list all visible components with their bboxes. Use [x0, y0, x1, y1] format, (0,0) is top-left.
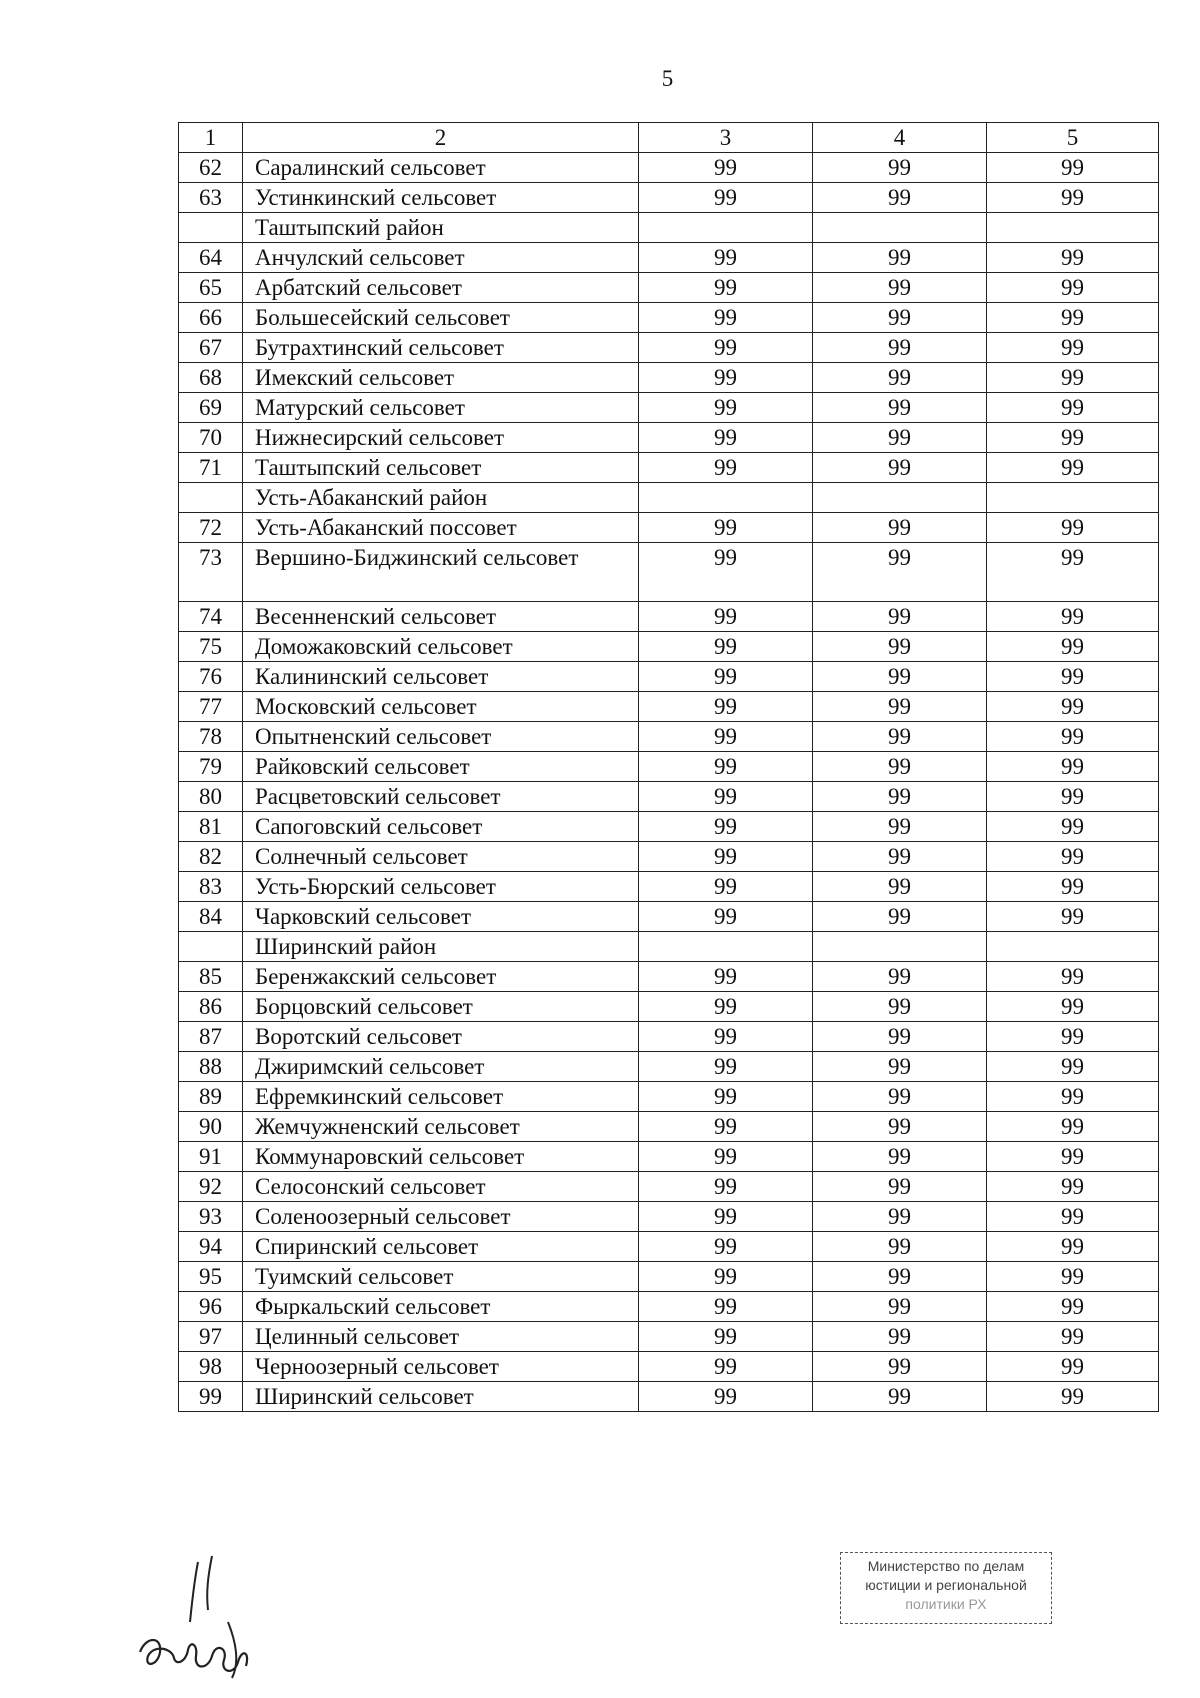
value-cell-4: 99	[813, 962, 987, 992]
row-number-cell: 66	[179, 303, 243, 333]
table-row	[179, 513, 1159, 543]
value-cell-3: 99	[639, 872, 813, 902]
settlement-name-cell: Туимский сельсовет	[243, 1262, 639, 1292]
row-number-cell: 77	[179, 692, 243, 722]
value-cell-4: 99	[813, 692, 987, 722]
value-cell-3: 99	[639, 1292, 813, 1322]
value-cell-4: 99	[813, 1232, 987, 1262]
value-cell-5: 99	[987, 752, 1159, 782]
row-number-cell: 75	[179, 632, 243, 662]
row-number-cell: 62	[179, 153, 243, 183]
settlements-table	[178, 122, 1159, 1412]
settlement-name-cell: Арбатский сельсовет	[243, 273, 639, 303]
row-number-cell: 71	[179, 453, 243, 483]
settlement-name-cell: Ефремкинский сельсовет	[243, 1082, 639, 1112]
settlement-name-cell: Доможаковский сельсовет	[243, 632, 639, 662]
value-cell-4: 99	[813, 1262, 987, 1292]
row-number-cell: 76	[179, 662, 243, 692]
table-row	[179, 1262, 1159, 1292]
value-cell-5: 99	[987, 782, 1159, 812]
value-cell-5: 99	[987, 243, 1159, 273]
value-cell-3: 99	[639, 303, 813, 333]
table-row	[179, 812, 1159, 842]
row-number-cell: 94	[179, 1232, 243, 1262]
value-cell-4: 99	[813, 1292, 987, 1322]
settlement-name-cell: Опытненский сельсовет	[243, 722, 639, 752]
district-row	[179, 483, 1159, 513]
value-cell-5: 99	[987, 363, 1159, 393]
value-cell-5: 99	[987, 722, 1159, 752]
value-cell-5: 99	[987, 543, 1159, 602]
table-row	[179, 722, 1159, 752]
row-number-cell: 70	[179, 423, 243, 453]
value-cell-4: 99	[813, 1352, 987, 1382]
value-cell-4	[813, 483, 987, 513]
value-cell-5: 99	[987, 1352, 1159, 1382]
settlement-name-cell: Воротский сельсовет	[243, 1022, 639, 1052]
row-number-cell: 78	[179, 722, 243, 752]
value-cell-3: 99	[639, 1112, 813, 1142]
row-number-cell: 64	[179, 243, 243, 273]
value-cell-4: 99	[813, 273, 987, 303]
district-name-cell: Ширинский район	[243, 932, 639, 962]
value-cell-4	[813, 213, 987, 243]
row-number-cell	[179, 932, 243, 962]
table-row	[179, 752, 1159, 782]
value-cell-3: 99	[639, 1232, 813, 1262]
value-cell-3: 99	[639, 243, 813, 273]
table-row	[179, 632, 1159, 662]
row-number-cell: 89	[179, 1082, 243, 1112]
value-cell-4: 99	[813, 812, 987, 842]
header-cell-5: 5	[987, 123, 1159, 153]
settlement-name-cell: Вершино-Биджинский сельсовет	[243, 543, 639, 602]
settlement-name-cell: Таштыпский сельсовет	[243, 453, 639, 483]
value-cell-5: 99	[987, 1202, 1159, 1232]
value-cell-4: 99	[813, 722, 987, 752]
value-cell-3: 99	[639, 1172, 813, 1202]
value-cell-4: 99	[813, 872, 987, 902]
value-cell-5: 99	[987, 1292, 1159, 1322]
settlement-name-cell: Джиримский сельсовет	[243, 1052, 639, 1082]
value-cell-4: 99	[813, 393, 987, 423]
value-cell-4: 99	[813, 543, 987, 602]
table-row	[179, 992, 1159, 1022]
value-cell-5: 99	[987, 393, 1159, 423]
settlement-name-cell: Борцовский сельсовет	[243, 992, 639, 1022]
value-cell-3: 99	[639, 602, 813, 632]
value-cell-4: 99	[813, 1202, 987, 1232]
value-cell-5: 99	[987, 513, 1159, 543]
row-number-cell: 87	[179, 1022, 243, 1052]
value-cell-3: 99	[639, 1202, 813, 1232]
value-cell-4: 99	[813, 1322, 987, 1352]
table-row	[179, 1292, 1159, 1322]
row-number-cell: 65	[179, 273, 243, 303]
table-row	[179, 333, 1159, 363]
value-cell-5: 99	[987, 692, 1159, 722]
stamp-line-2: юстиции и региональной	[865, 1577, 1027, 1593]
row-number-cell: 97	[179, 1322, 243, 1352]
value-cell-5	[987, 932, 1159, 962]
settlement-name-cell: Анчулский сельсовет	[243, 243, 639, 273]
value-cell-5: 99	[987, 602, 1159, 632]
page-number: 5	[661, 66, 674, 91]
value-cell-5: 99	[987, 1052, 1159, 1082]
settlement-name-cell: Спиринский сельсовет	[243, 1232, 639, 1262]
row-number-cell: 68	[179, 363, 243, 393]
value-cell-5: 99	[987, 273, 1159, 303]
table-row	[179, 423, 1159, 453]
value-cell-5: 99	[987, 872, 1159, 902]
row-number-cell: 95	[179, 1262, 243, 1292]
value-cell-4: 99	[813, 1142, 987, 1172]
value-cell-4: 99	[813, 363, 987, 393]
value-cell-5	[987, 483, 1159, 513]
value-cell-5: 99	[987, 1022, 1159, 1052]
settlement-name-cell: Беренжакский сельсовет	[243, 962, 639, 992]
settlement-name-cell: Жемчужненский сельсовет	[243, 1112, 639, 1142]
table-row	[179, 1202, 1159, 1232]
value-cell-4: 99	[813, 1172, 987, 1202]
value-cell-3: 99	[639, 1022, 813, 1052]
row-number-cell: 91	[179, 1142, 243, 1172]
settlement-name-cell: Усть-Абаканский поссовет	[243, 513, 639, 543]
value-cell-3: 99	[639, 842, 813, 872]
value-cell-5	[987, 213, 1159, 243]
value-cell-5: 99	[987, 1172, 1159, 1202]
table-row	[179, 243, 1159, 273]
ministry-stamp	[840, 1552, 1052, 1624]
row-number-cell: 98	[179, 1352, 243, 1382]
value-cell-3	[639, 932, 813, 962]
value-cell-4: 99	[813, 333, 987, 363]
value-cell-5: 99	[987, 453, 1159, 483]
table-header-row	[179, 123, 1159, 153]
row-number-cell: 74	[179, 602, 243, 632]
table-row	[179, 393, 1159, 423]
stamp-line-3: политики РХ	[905, 1596, 987, 1612]
row-number-cell: 93	[179, 1202, 243, 1232]
table-row	[179, 363, 1159, 393]
value-cell-3: 99	[639, 1262, 813, 1292]
settlement-name-cell: Ширинский сельсовет	[243, 1382, 639, 1412]
table-row	[179, 303, 1159, 333]
table-row	[179, 872, 1159, 902]
settlement-name-cell: Фыркальский сельсовет	[243, 1292, 639, 1322]
settlement-name-cell: Целинный сельсовет	[243, 1322, 639, 1352]
header-cell-1: 1	[179, 123, 243, 153]
table-row	[179, 273, 1159, 303]
value-cell-5: 99	[987, 183, 1159, 213]
header-cell-4: 4	[813, 123, 987, 153]
settlement-name-cell: Черноозерный сельсовет	[243, 1352, 639, 1382]
value-cell-3	[639, 483, 813, 513]
table-row	[179, 902, 1159, 932]
value-cell-4: 99	[813, 1052, 987, 1082]
table-row	[179, 1232, 1159, 1262]
table-row	[179, 1322, 1159, 1352]
value-cell-5: 99	[987, 153, 1159, 183]
value-cell-3: 99	[639, 1052, 813, 1082]
value-cell-4: 99	[813, 423, 987, 453]
table-row	[179, 962, 1159, 992]
table-row	[179, 153, 1159, 183]
value-cell-4: 99	[813, 243, 987, 273]
table-row	[179, 1382, 1159, 1412]
value-cell-5: 99	[987, 902, 1159, 932]
value-cell-4: 99	[813, 902, 987, 932]
value-cell-3: 99	[639, 423, 813, 453]
row-number-cell: 88	[179, 1052, 243, 1082]
table-row	[179, 453, 1159, 483]
value-cell-3: 99	[639, 1322, 813, 1352]
value-cell-4: 99	[813, 992, 987, 1022]
row-number-cell: 92	[179, 1172, 243, 1202]
value-cell-4: 99	[813, 1082, 987, 1112]
value-cell-5: 99	[987, 1232, 1159, 1262]
value-cell-4: 99	[813, 513, 987, 543]
table-row	[179, 183, 1159, 213]
table-row	[179, 692, 1159, 722]
value-cell-5: 99	[987, 1322, 1159, 1352]
table-body	[179, 123, 1159, 1412]
header-cell-3: 3	[639, 123, 813, 153]
value-cell-3: 99	[639, 722, 813, 752]
settlement-name-cell: Райковский сельсовет	[243, 752, 639, 782]
value-cell-3: 99	[639, 363, 813, 393]
value-cell-3: 99	[639, 902, 813, 932]
value-cell-4: 99	[813, 752, 987, 782]
value-cell-3: 99	[639, 752, 813, 782]
table-row	[179, 1112, 1159, 1142]
value-cell-5: 99	[987, 1082, 1159, 1112]
value-cell-4: 99	[813, 303, 987, 333]
row-number-cell: 83	[179, 872, 243, 902]
value-cell-4: 99	[813, 1022, 987, 1052]
value-cell-4: 99	[813, 1112, 987, 1142]
value-cell-3: 99	[639, 1352, 813, 1382]
value-cell-3: 99	[639, 662, 813, 692]
row-number-cell: 99	[179, 1382, 243, 1412]
value-cell-3: 99	[639, 333, 813, 363]
value-cell-5: 99	[987, 1382, 1159, 1412]
row-number-cell: 82	[179, 842, 243, 872]
settlement-name-cell: Имекский сельсовет	[243, 363, 639, 393]
value-cell-3: 99	[639, 273, 813, 303]
table-row	[179, 1352, 1159, 1382]
table-row	[179, 1142, 1159, 1172]
value-cell-3: 99	[639, 453, 813, 483]
row-number-cell: 67	[179, 333, 243, 363]
settlement-name-cell: Калининский сельсовет	[243, 662, 639, 692]
value-cell-4: 99	[813, 782, 987, 812]
value-cell-4: 99	[813, 453, 987, 483]
value-cell-3: 99	[639, 183, 813, 213]
value-cell-5: 99	[987, 992, 1159, 1022]
value-cell-5: 99	[987, 812, 1159, 842]
value-cell-3: 99	[639, 812, 813, 842]
row-number-cell: 63	[179, 183, 243, 213]
settlement-name-cell: Московский сельсовет	[243, 692, 639, 722]
value-cell-3: 99	[639, 543, 813, 602]
value-cell-4: 99	[813, 842, 987, 872]
settlement-name-cell: Сапоговский сельсовет	[243, 812, 639, 842]
value-cell-5: 99	[987, 423, 1159, 453]
row-number-cell: 84	[179, 902, 243, 932]
settlement-name-cell: Весенненский сельсовет	[243, 602, 639, 632]
value-cell-4: 99	[813, 602, 987, 632]
settlement-name-cell: Чарковский сельсовет	[243, 902, 639, 932]
value-cell-4: 99	[813, 183, 987, 213]
value-cell-5: 99	[987, 1262, 1159, 1292]
value-cell-3: 99	[639, 1382, 813, 1412]
row-number-cell: 80	[179, 782, 243, 812]
value-cell-5: 99	[987, 842, 1159, 872]
table-row	[179, 782, 1159, 812]
stamp-line-1: Министерство по делам	[867, 1558, 1025, 1574]
row-number-cell	[179, 213, 243, 243]
value-cell-3: 99	[639, 962, 813, 992]
settlement-name-cell: Усть-Бюрский сельсовет	[243, 872, 639, 902]
table-row	[179, 842, 1159, 872]
row-number-cell: 86	[179, 992, 243, 1022]
row-number-cell: 96	[179, 1292, 243, 1322]
value-cell-4	[813, 932, 987, 962]
value-cell-4: 99	[813, 1382, 987, 1412]
value-cell-3: 99	[639, 992, 813, 1022]
table-row	[179, 543, 1159, 602]
row-number-cell: 69	[179, 393, 243, 423]
row-number-cell: 90	[179, 1112, 243, 1142]
signature-image	[128, 1552, 268, 1682]
value-cell-3	[639, 213, 813, 243]
value-cell-5: 99	[987, 662, 1159, 692]
value-cell-3: 99	[639, 782, 813, 812]
value-cell-5: 99	[987, 632, 1159, 662]
row-number-cell: 85	[179, 962, 243, 992]
value-cell-5: 99	[987, 1142, 1159, 1172]
table-row	[179, 1172, 1159, 1202]
value-cell-4: 99	[813, 632, 987, 662]
value-cell-3: 99	[639, 513, 813, 543]
settlement-name-cell: Саралинский сельсовет	[243, 153, 639, 183]
row-number-cell	[179, 483, 243, 513]
value-cell-4: 99	[813, 153, 987, 183]
table-row	[179, 1082, 1159, 1112]
value-cell-3: 99	[639, 692, 813, 722]
table-row	[179, 662, 1159, 692]
row-number-cell: 72	[179, 513, 243, 543]
settlement-name-cell: Матурский сельсовет	[243, 393, 639, 423]
district-row	[179, 932, 1159, 962]
table-row	[179, 1022, 1159, 1052]
value-cell-3: 99	[639, 153, 813, 183]
table-row	[179, 602, 1159, 632]
settlement-name-cell: Расцветовский сельсовет	[243, 782, 639, 812]
value-cell-5: 99	[987, 303, 1159, 333]
value-cell-3: 99	[639, 393, 813, 423]
value-cell-5: 99	[987, 1112, 1159, 1142]
settlement-name-cell: Солнечный сельсовет	[243, 842, 639, 872]
settlement-name-cell: Большесейский сельсовет	[243, 303, 639, 333]
settlement-name-cell: Соленоозерный сельсовет	[243, 1202, 639, 1232]
settlement-name-cell: Коммунаровский сельсовет	[243, 1142, 639, 1172]
district-row	[179, 213, 1159, 243]
table-row	[179, 1052, 1159, 1082]
settlement-name-cell: Бутрахтинский сельсовет	[243, 333, 639, 363]
settlement-name-cell: Селосонский сельсовет	[243, 1172, 639, 1202]
value-cell-3: 99	[639, 1142, 813, 1172]
value-cell-5: 99	[987, 333, 1159, 363]
row-number-cell: 79	[179, 752, 243, 782]
settlement-name-cell: Устинкинский сельсовет	[243, 183, 639, 213]
value-cell-4: 99	[813, 662, 987, 692]
header-cell-2: 2	[243, 123, 639, 153]
row-number-cell: 73	[179, 543, 243, 602]
district-name-cell: Таштыпский район	[243, 213, 639, 243]
settlement-name-cell: Нижнесирский сельсовет	[243, 423, 639, 453]
value-cell-3: 99	[639, 1082, 813, 1112]
row-number-cell: 81	[179, 812, 243, 842]
value-cell-3: 99	[639, 632, 813, 662]
district-name-cell: Усть-Абаканский район	[243, 483, 639, 513]
value-cell-5: 99	[987, 962, 1159, 992]
